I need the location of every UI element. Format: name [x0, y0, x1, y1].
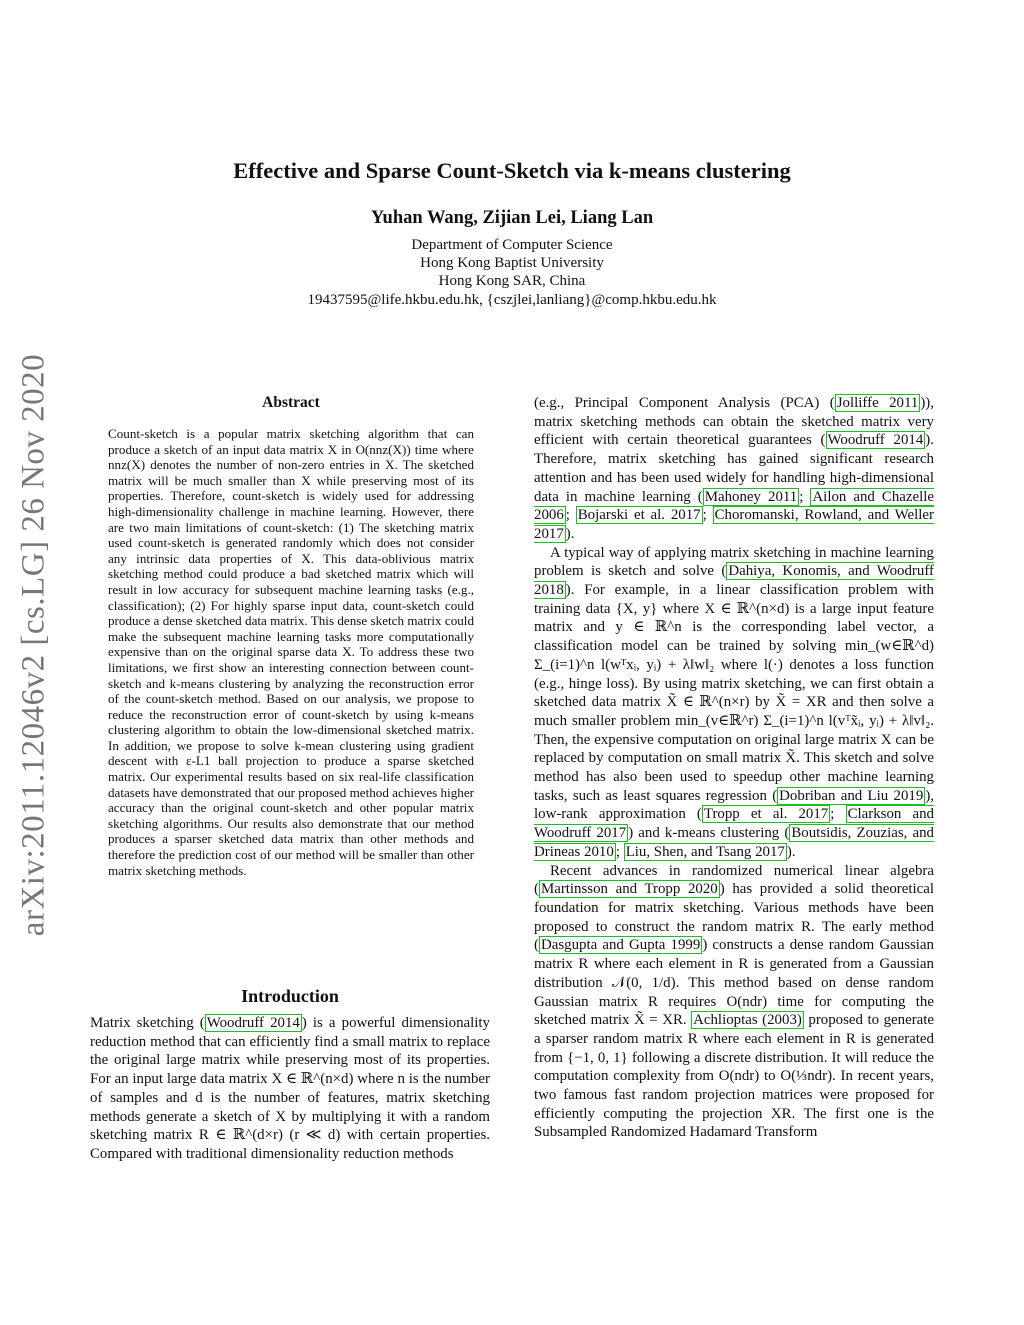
- text-run: ) is a powerful dimensionality reduction method that can efficiently find a small matrix to replace the original large matrix while preserving most of its properties. For an input large data matrix X ∈ ℝ^(n×d) where n is the number of samples and d is the number of features, matrix sketching methods generate a sketch of X by multiplying it with a random sketching matrix R ∈ ℝ^(d×r) (r ≪ d) with certain properties. Compared with traditional dimensionality reduction methods: [90, 1015, 490, 1162]
- paper-authors: Yuhan Wang, Zijian Lei, Liang Lan: [370, 208, 654, 228]
- affiliation-line: Hong Kong Baptist University: [420, 255, 604, 272]
- affiliation-line: Hong Kong SAR, China: [438, 273, 586, 290]
- citation-link[interactable]: Boutsidis, Zouzias, and Drineas 2010: [534, 825, 934, 860]
- introduction-paragraph: [90, 1014, 490, 1164]
- introduction-heading: Introduction: [241, 986, 339, 1006]
- citation-link[interactable]: Dahiya, Konomis, and Woodruff 2018: [534, 563, 934, 599]
- text-run: A typical way of applying matrix sketching in machine learning problem is sketch and solve (: [534, 544, 934, 580]
- citation-link[interactable]: Dasgupta and Gupta 1999: [540, 937, 701, 954]
- right-column-body: [534, 394, 934, 1142]
- text-run: ). Therefore, matrix sketching has gained significant research attention and has been used widely for handling high-dimensional data in machine learning (: [534, 432, 934, 505]
- citation-link[interactable]: Jolliffe 2011: [836, 395, 919, 411]
- citation-link[interactable]: Achlioptas (2003): [693, 1012, 802, 1029]
- arxiv-id: arXiv:2011.12046v2 [cs.LG] 26 Nov 2020: [15, 353, 52, 937]
- text-run: (e.g., Principal Component Analysis (PCA) (: [534, 395, 835, 411]
- citation-link[interactable]: Choromanski, Rowland, and Weller 2017: [534, 507, 934, 542]
- text-run: ) and k-means clustering (: [628, 825, 790, 842]
- text-run: Matrix sketching (: [90, 1015, 205, 1031]
- text-run: ). For example, in a linear classification problem with training data {X, y} where X ∈ ℝ^(n×d) is a large input feature matrix and y ∈ ℝ^n is the corresponding label vector, a classification model can be trained by solving min_(w∈ℝ^d) Σ_(i=1)^n l(wᵀxᵢ, yᵢ) + λ‖w‖₂ where l(·) denotes a loss function (e.g., hinge loss). By using matrix sketching, we can first obtain a sketched data matrix X̃ ∈ ℝ^(n×r) by X̃ = XR and then solve a much smaller problem min_(v∈ℝ^r) Σ_(i=1)^n l(vᵀx̃ᵢ, yᵢ) + λ‖v‖₂. Then, the expensive computation on original large matrix X can be replaced by computation on small matrix X̃. This sketch and solve method has also been used to speedup other machine learning tasks, such as least squares regression (: [534, 582, 934, 804]
- abstract-body: [108, 426, 474, 878]
- citation-link[interactable]: Dobriban and Liu 2019: [779, 787, 924, 804]
- citation-link[interactable]: Clarkson and Woodruff 2017: [534, 806, 934, 842]
- citation-link[interactable]: Ailon and Chazelle 2006: [534, 488, 934, 524]
- citation-link[interactable]: Woodruff 2014: [827, 432, 924, 449]
- paragraph: (e.g., Principal Component Analysis (PCA) ( Jolliffe 2011 )), matrix sketching methods can obtain the sketched matrix very efficient with certain theoretical guarantees ( Woodruff 2014 ). Therefore, matrix sketching has gained significant research attention and has been used widely for handling high-dimensional data in machine learning ( Mahoney 2011 ; Ailon and Chazelle 2006 ; Bojarski et al. 2017 ; Choromanski, Rowland, and Weller 2017 ).: [534, 395, 934, 542]
- affiliation-emails: 19437595@life.hkbu.edu.hk, {cszjlei,lanliang}@comp.hkbu.edu.hk: [307, 291, 717, 308]
- text-run: ) has provided a solid theoretical foundation for matrix sketching. Various methods have been proposed to construct the random matrix R. The early method (: [534, 881, 934, 954]
- abstract-heading: Abstract: [262, 394, 320, 411]
- text-run: )), matrix sketching methods can obtain the sketched matrix very efficient with certain theoretical guarantees (: [534, 395, 934, 449]
- introduction-body: [90, 1014, 490, 1164]
- citation-link[interactable]: Mahoney 2011: [704, 488, 798, 505]
- text-run: ), low-rank approximation (: [534, 787, 934, 823]
- text-run: ) constructs a dense random Gaussian matrix R where each element in R is generated from a Gaussian distribution 𝒩(0, 1/d). This method based on dense random Gaussian matrix R requires O(ndr) time for computing the sketched matrix X̃ = XR.: [534, 937, 934, 1029]
- paragraph: A typical way of applying matrix sketching in machine learning problem is sketch and solve ( Dahiya, Konomis, and Woodruff 2018 ). For example, in a linear classification problem with training data {X, y} where X ∈ ℝ^(n×d) is a large input feature matrix and y ∈ ℝ^n is the corresponding label vector, a classification model can be trained by solving min_(w∈ℝ^d) Σ_(i=1)^n l(wᵀxᵢ, yᵢ) + λ‖w‖₂ where l(·) denotes a loss function (e.g., hinge loss). By using matrix sketching, we can first obtain a sketched data matrix X̃ ∈ ℝ^(n×r) by X̃ = XR and then solve a much smaller problem min_(v∈ℝ^r) Σ_(i=1)^n l(vᵀx̃ᵢ, yᵢ) + λ‖v‖₂. Then, the expensive computation on original large matrix X can be replaced by computation on small matrix X̃. This sketch and solve method has also been used to speedup other machine learning tasks, such as least squares regression ( Dobriban and Liu 2019 ), low-rank approximation ( Tropp et al. 2017 ; Clarkson and Woodruff 2017 ) and k-means clustering ( Boutsidis, Zouzias, and Drineas 2010 ; Liu, Shen, and Tsang 2017 ).: [534, 544, 934, 860]
- citation-link[interactable]: Bojarski et al. 2017: [577, 507, 701, 524]
- arxiv-sidebar-stamp: [14, 340, 54, 950]
- citation-link[interactable]: Woodruff 2014: [206, 1015, 300, 1031]
- paragraph: [534, 862, 934, 1143]
- abstract-text: Count-sketch is a popular matrix sketching algorithm that can produce a sketch of an input data matrix X in O(nnz(X)) time where nnz(X) denotes the number of non-zero entries in X. The sketched matrix will be much smaller than X while preserving most of its properties. Therefore, count-sketch is widely used for addressing high-dimensionality challenge in machine learning. However, there are two main limitations of count-sketch: (1) The sketching matrix used count-sketch is generated randomly which does not consider any intrinsic data properties of X. This data-oblivious matrix sketching method could produce a bad sketched matrix which will result in low accuracy for subsequent machine learning tasks (e.g., classification); (2) For highly sparse input data, count-sketch could produce a dense sketched data matrix. This dense sketch matrix could make the subsequent machine learning tasks more computationally expensive than on the original sparse data X. To address these two limitations, we first show an interesting connection between count-sketch and k-means clustering by analyzing the reconstruction error of the count-sketch method. Based on our analysis, we propose to reduce the reconstruction error of count-sketch by using k-means clustering algorithm to obtain the low-dimensional sketched matrix. In addition, we propose to solve k-mean clustering using gradient descent with ε-L1 ball projection to produce a sparse sketched matrix. Our experimental results based on six real-life classification datasets have demonstrated that our proposed method achieves higher accuracy than the original count-sketch and other popular matrix sketching algorithms. Our results also demonstrate that our method produces a sparser sketched data matrix than other methods and therefore the prediction cost of our method will be smaller than other matrix sketching methods.: [108, 426, 474, 878]
- text-run: proposed to generate a sparser random matrix R where each element in R is generated from {−1, 0, 1} following a discrete distribution. It will reduce the computation complexity from O(ndr) to O(⅓ndr). In recent years, two famous fast random projection matrices were proposed for efficiently computing the projection XR. The first one is the Subsampled Randomized Hadamard Transform: [534, 1012, 935, 1141]
- citation-link[interactable]: Martinsson and Tropp 2020: [540, 881, 718, 898]
- affiliation: [0, 236, 1024, 309]
- paper-title: Effective and Sparse Count-Sketch via k-means clustering: [233, 158, 791, 183]
- citation-link[interactable]: Tropp et al. 2017: [703, 806, 829, 823]
- text-run: Recent advances in randomized numerical linear algebra (: [534, 862, 934, 898]
- affiliation-line: Department of Computer Science: [411, 237, 613, 253]
- citation-link[interactable]: Liu, Shen, and Tsang 2017: [625, 843, 785, 860]
